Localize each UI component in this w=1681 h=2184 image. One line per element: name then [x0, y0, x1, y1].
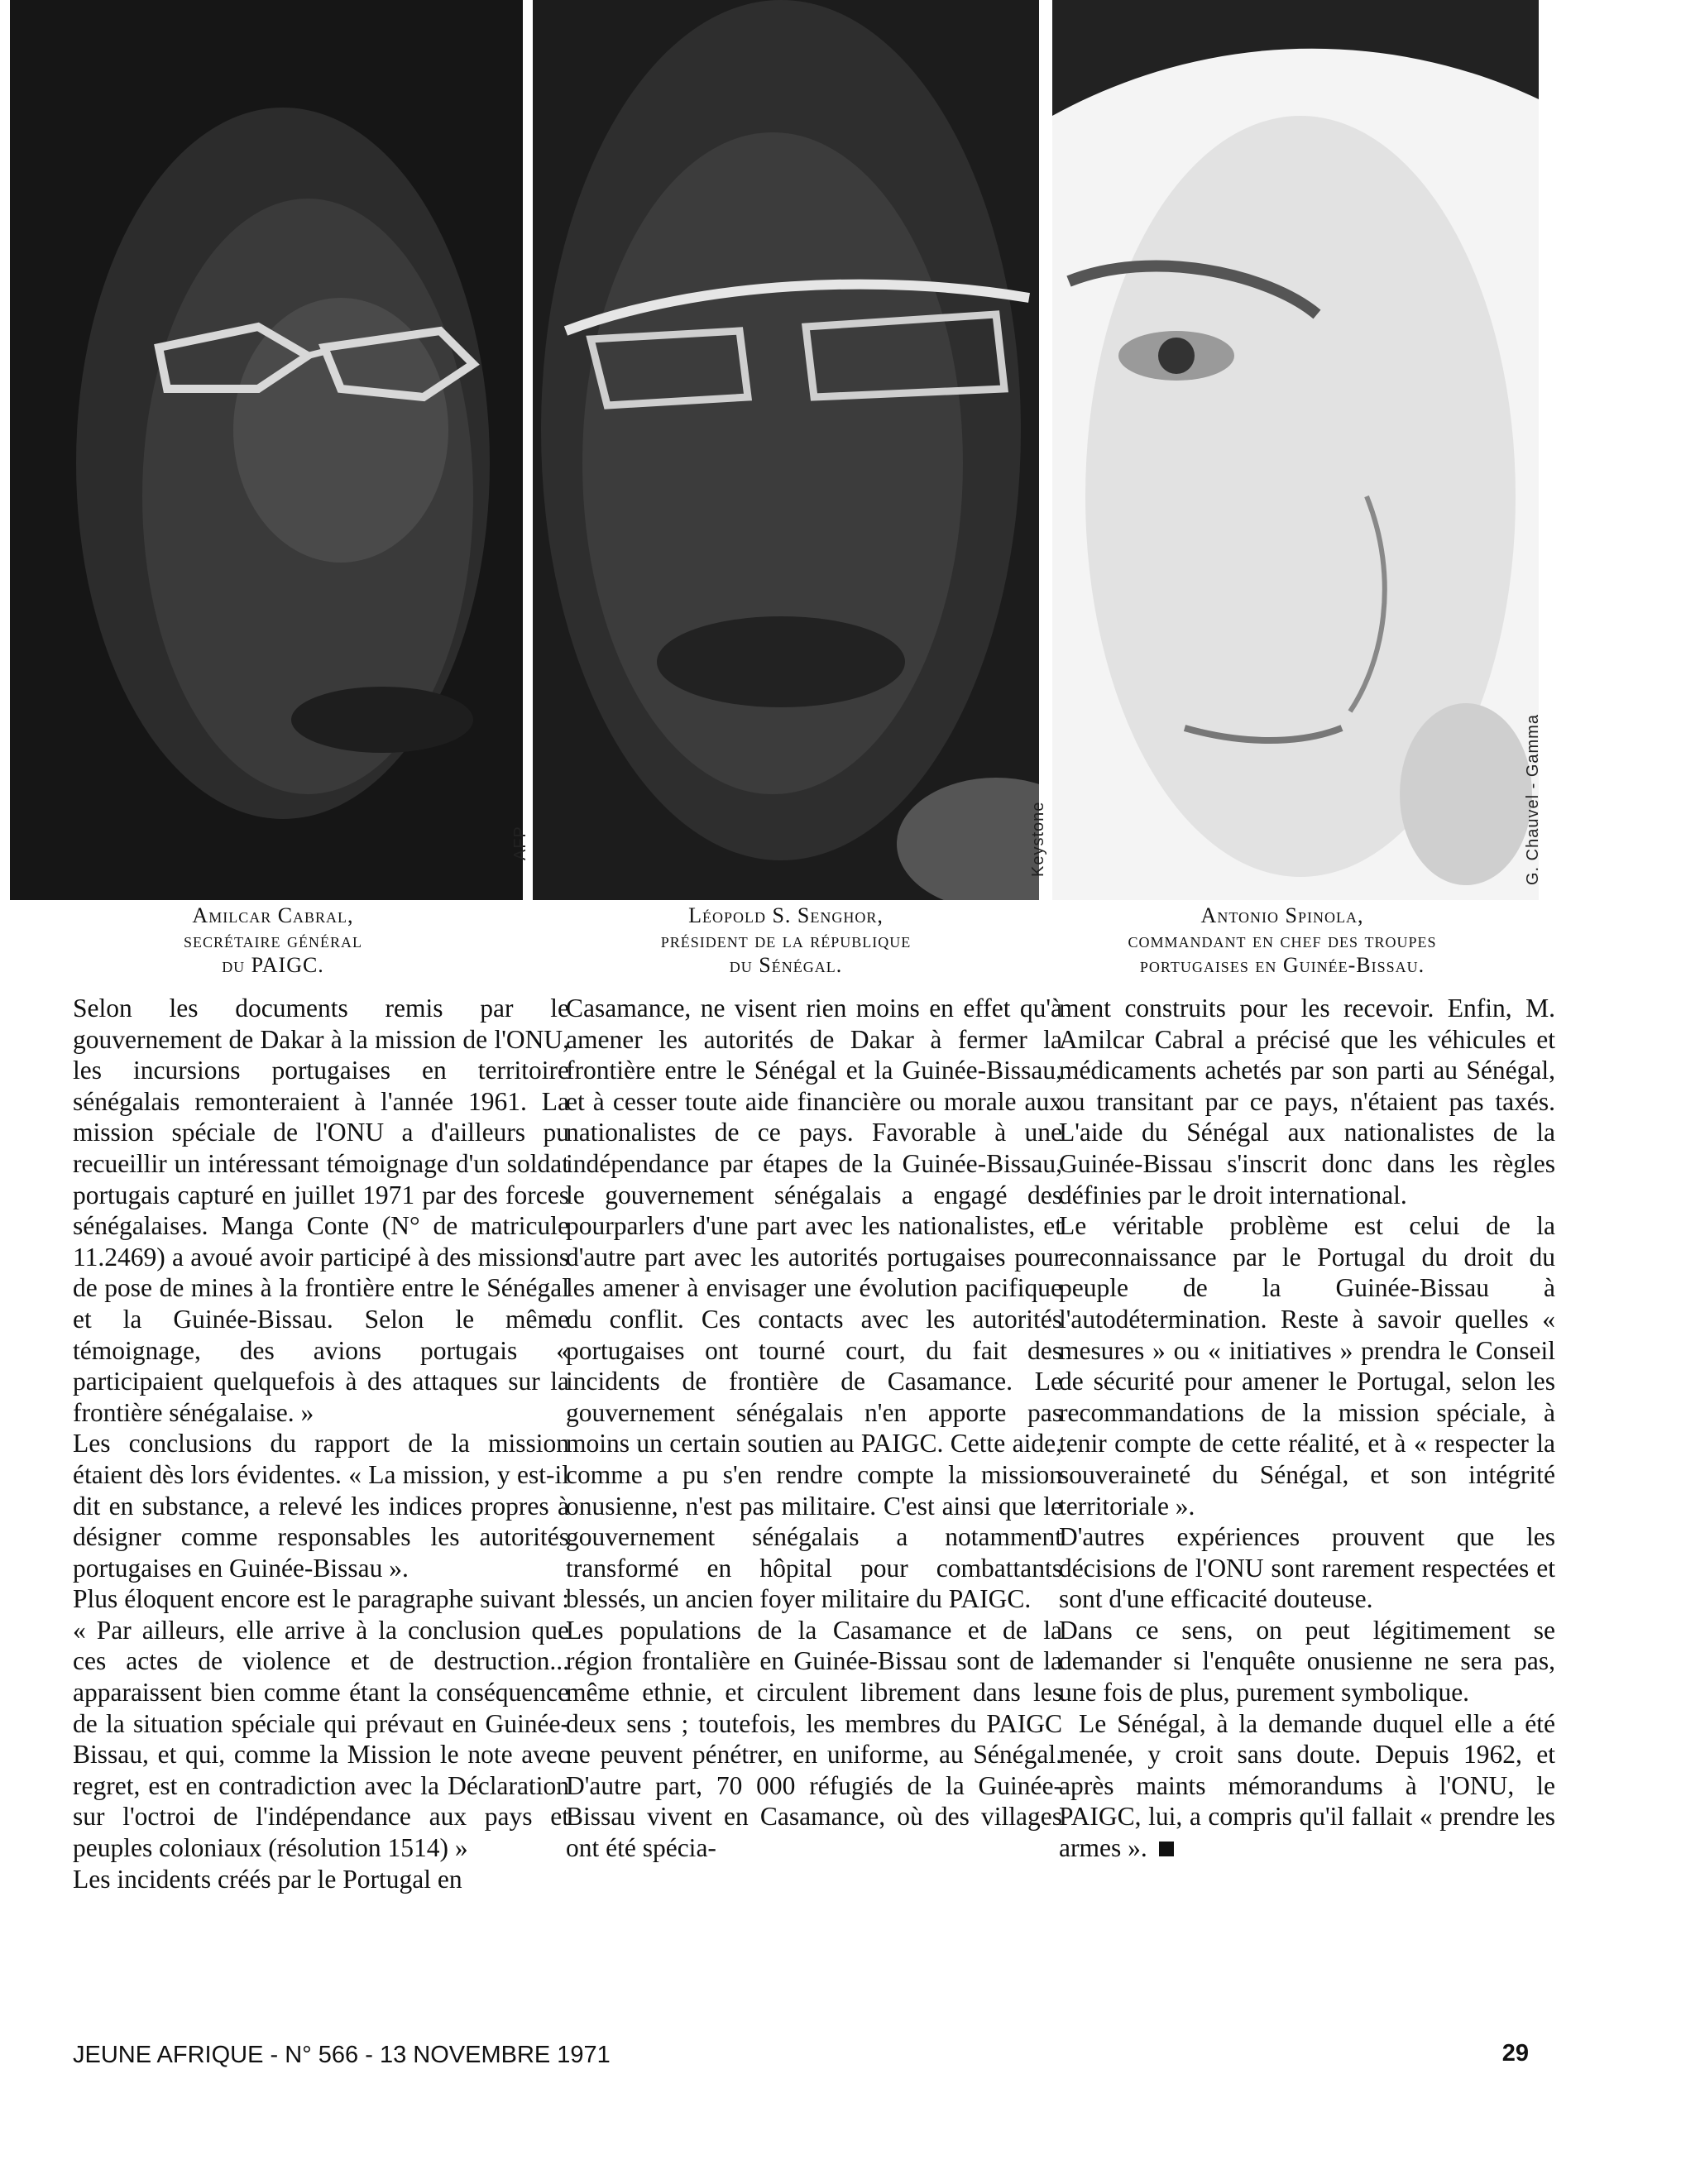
paragraph: ment construits pour les recevoir. Enfin, M. Amilcar Cabral a précisé que les véhicules et médicaments achetés par son parti au Sénégal, ou transitant par ce pays, n'étaient pas taxés. L'aide du Sénégal aux nationalistes de la Guinée-Bissau s'inscrit donc dans les règles définies par le droit international.: [1059, 994, 1555, 1209]
photo-spinola: [1052, 0, 1539, 900]
caption-title: portugaises en Guinée-Bissau.: [1139, 953, 1425, 977]
caption-name: Antonio Spinola,: [1200, 903, 1364, 927]
final-text: Le Sénégal, à la demande duquel elle a été menée, y croit sans doute. Depuis 1962, et après maints mémorandums à l'ONU, le PAIGC, lui, a compris qu'il fallait « prendre les armes ».: [1059, 1708, 1555, 1863]
paragraph: Dans ce sens, on peut légitimement se demander si l'enquête onusienne ne sera pas, une fois de plus, purement symbolique.: [1059, 1615, 1555, 1707]
paragraph: Selon les documents remis par le gouvernement de Dakar à la mission de l'ONU, les incursions portugaises en territoire sénégalais remonteraient à l'année 1961. La mission spéciale de l'ONU a d'ailleurs pu recueillir un intéressant témoignage d'un soldat portugais capturé en juillet 1971 par des forces sénégalaises. Manga Conte (N° de matricule 11.2469) a avoué avoir participé à des missions de pose de mines à la frontière entre le Sénégal et la Guinée-Bissau. Selon le même témoignage, des avions portugais « participaient quelquefois à des attaques sur la frontière sénégalaise. »: [73, 994, 569, 1427]
caption-title: commandant en chef des troupes: [1128, 928, 1437, 952]
caption-title: président de la république: [660, 928, 912, 952]
caption-name: Amilcar Cabral,: [192, 903, 354, 927]
paragraph: Casamance, ne visent rien moins en effet qu'à amener les autorités de Dakar à fermer la frontière entre le Sénégal et la Guinée-Bissau, et à cesser toute aide financière ou morale aux nationalistes de ce pays. Favorable à une indépendance par étapes de la Guinée-Bissau, le gouvernement sénégalais a engagé des pourparlers d'une part avec les nationalistes, et d'autre part avec les autorités portugaises pour les amener à envisager une évolution pacifique du conflit. Ces contacts avec les autorités portugaises ont tourné court, du fait des incidents de frontière de Casamance. Le gouvernement sénégalais n'en apporte pas moins un certain soutien au PAIGC. Cette aide, comme a pu s'en rendre compte la mission onusienne, n'est pas militaire. C'est ainsi que le gouvernement sénégalais a notamment transformé en hôpital pour combattants blessés, un ancien foyer militaire du PAIGC.: [566, 994, 1062, 1614]
paragraph: Les incidents créés par le Portugal en: [73, 1864, 462, 1894]
paragraph: Plus éloquent encore est le paragraphe suivant : « Par ailleurs, elle arrive à la conclusion que ces actes de violence et de destruction... apparaissent bien comme étant la conséquence de la situation spéciale qui prévaut en Guinée-Bissau, et qui, comme la Mission le note avec regret, est en contradiction avec la Déclaration sur l'octroi de l'indépendance aux pays et peuples coloniaux (résolution 1514) »: [73, 1584, 569, 1863]
page-number: 29: [1501, 2040, 1529, 2067]
caption-title: du PAIGC.: [222, 953, 324, 977]
paragraph-final: [1059, 1708, 1555, 1864]
caption-spinola: [1075, 903, 1489, 978]
caption-name: Léopold S. Senghor,: [688, 903, 884, 927]
publication-footer: JEUNE AFRIQUE - N° 566 - 13 NOVEMBRE 1971: [73, 2042, 611, 2068]
portrait-senghor-image: [533, 0, 1039, 900]
photo-credit-keystone: Keystone: [1029, 801, 1047, 877]
photo-senghor: [533, 0, 1039, 900]
article-column-3: [1059, 993, 1555, 1864]
portrait-cabral-image: [10, 0, 523, 900]
article-column-2: [566, 993, 1062, 1864]
paragraph: Le véritable problème est celui de la reconnaissance par le Portugal du droit du peuple de la Guinée-Bissau à l'autodétermination. Reste à savoir quelles « mesures » ou « initiatives » prendra le Conseil de sécurité pour amener le Portugal, selon les recommandations de la mission spéciale, à tenir compte de cette réalité, et à « respecter la souveraineté du Sénégal, et son intégrité territoriale ».: [1059, 1211, 1555, 1521]
photo-cabral: [10, 0, 523, 900]
paragraph: D'autres expériences prouvent que les décisions de l'ONU sont rarement respectées et sont d'une efficacité douteuse.: [1059, 1522, 1555, 1614]
paragraph: Les conclusions du rapport de la mission étaient dès lors évidentes. « La mission, y est-il dit en substance, a relevé les indices propres à désigner comme responsables les autorités portugaises en Guinée-Bissau ».: [73, 1429, 569, 1583]
caption-cabral: [132, 903, 414, 978]
paragraph: Les populations de la Casamance et de la région frontalière en Guinée-Bissau sont de la même ethnie, et circulent librement dans les deux sens ; toutefois, les membres du PAIGC ne peuvent pénétrer, en uniforme, au Sénégal. D'autre part, 70 000 réfugiés de la Guinée-Bissau vivent en Casamance, où des villages ont été spécia-: [566, 1615, 1062, 1863]
caption-title: du Sénégal.: [729, 953, 843, 977]
portrait-spinola-image: [1052, 0, 1539, 900]
caption-title: secrétaire général: [183, 928, 363, 952]
photo-credit-gamma: G. Chauvel - Gamma: [1524, 714, 1542, 885]
article-column-1: [73, 993, 569, 1894]
caption-senghor: [612, 903, 960, 978]
end-of-article-mark: [1159, 1842, 1174, 1856]
photo-credit-afp: AFP: [511, 826, 529, 860]
